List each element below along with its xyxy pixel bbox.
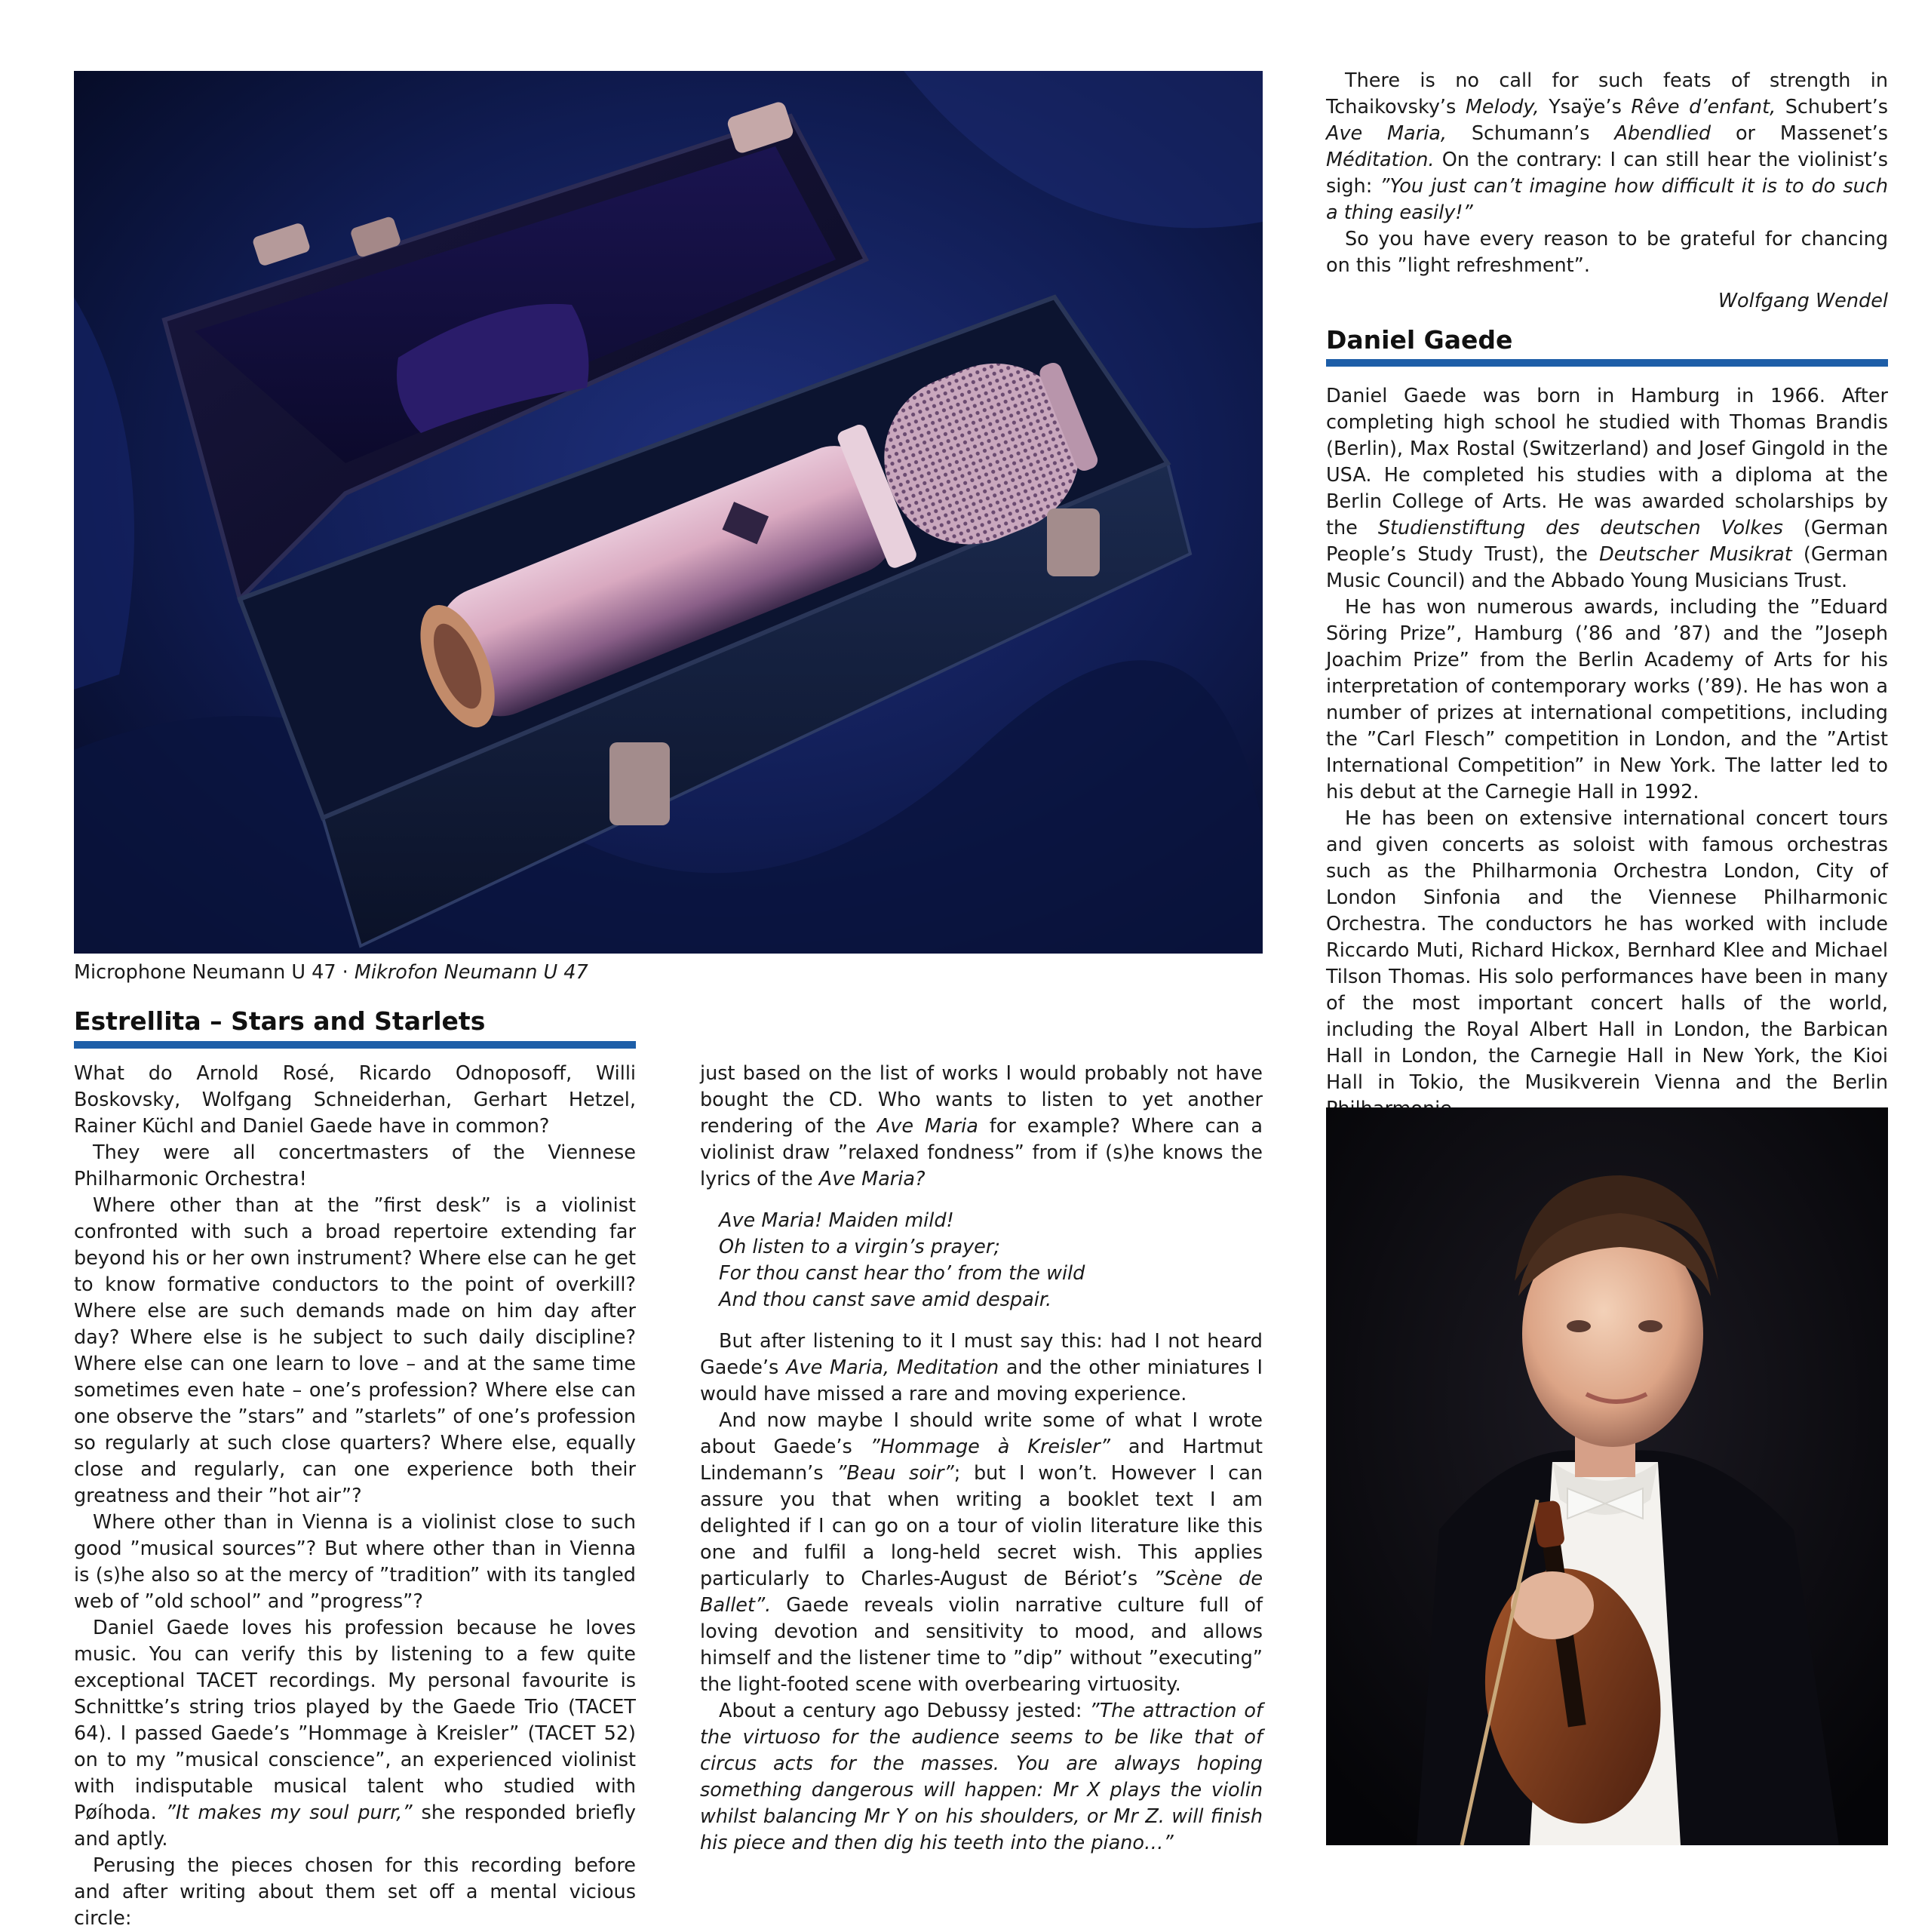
- column-2: [700, 1061, 1263, 1857]
- text-run: Gaede reveals violin narrative culture full of loving devotion and sensitivity to mood, and allows himself and the listener time to ”dip” without ”executing” the light-footed scene with overbearing virtuosity.: [700, 1594, 1263, 1696]
- text-run: and the other miniatures I would have missed a rare and moving experience.: [700, 1356, 1263, 1405]
- text-run: ; but I won’t. However I can assure you that when writing a booklet text I am delighted if I can go on a tour of violin literature like this one and fulfil a long-held secret wish. This applies particularly to Charles-August de Bériot’s: [700, 1462, 1263, 1590]
- portrait-photo-drawing: [1326, 1107, 1888, 1845]
- text-run: or Massenet’s: [1711, 122, 1888, 145]
- photo-caption-de: Mikrofon Neumann U 47: [354, 961, 588, 984]
- paragraph: [1326, 68, 1888, 226]
- paragraph: So you have every reason to be grateful for chancing on this ”light refreshment”.: [1326, 228, 1888, 277]
- title-run: Méditation.: [1326, 149, 1435, 171]
- poem-line: And thou canst save amid despair.: [719, 1289, 1052, 1311]
- title-run: Melody,: [1465, 96, 1540, 118]
- poem-line: Oh listen to a virgin’s prayer;: [719, 1236, 1000, 1258]
- poem-line: For thou canst hear tho’ from the wild: [719, 1262, 1085, 1285]
- title-run: Rêve d’enfant,: [1631, 96, 1776, 118]
- section-rule-2: [1326, 359, 1888, 367]
- text-run: (German People’s Study Trust), the: [1326, 517, 1888, 566]
- title-run: ”Scène de Ballet”.: [700, 1568, 1263, 1617]
- text-run: There is no call for such feats of strength in Tchaikovsky’s: [1326, 69, 1888, 118]
- poem-quote: [700, 1208, 1263, 1313]
- text-run: But after listening to it I must say this: had I not heard Gaede’s: [700, 1330, 1263, 1379]
- quote-run: ”It makes my soul purr,”: [165, 1801, 413, 1824]
- photo-caption-en: Microphone Neumann U 47 ·: [74, 961, 355, 984]
- title-run: ”Beau soir”: [837, 1462, 954, 1485]
- text-run: and Hartmut Lindemann’s: [700, 1436, 1263, 1485]
- column-1: [74, 1061, 636, 1932]
- title-run: Ave Maria: [876, 1115, 978, 1138]
- section-heading-daniel-gaede: Daniel Gaede: [1326, 325, 1513, 355]
- title-run: Ave Maria,: [1326, 122, 1447, 145]
- microphone-photo: [74, 71, 1263, 954]
- paragraph: They were all concertmasters of the Viennese Philharmonic Orchestra!: [74, 1141, 636, 1190]
- text-run: And now maybe I should write some of what I wrote about Gaede’s: [700, 1409, 1263, 1458]
- paragraph: Where other than in Vienna is a violinist close to such good ”musical sources”? But where other than in Vienna is (s)he also so at the mercy of ”tradition” with its tangled web of ”old school” and ”progress”?: [74, 1511, 636, 1613]
- microphone-photo-drawing: [74, 71, 1263, 954]
- text-run: Schubert’s: [1776, 96, 1888, 118]
- paragraph: He has been on extensive international concert tours and given concerts as soloist with famous orchestras such as the Philharmonia Orchestra London, City of London Sinfonia and the Viennese Philharmonic Orchestra. The conductors he has worked with include Riccardo Muti, Richard Hickox, Bernhard Klee and Michael Tilson Thomas. His solo performances have been in many of the most important concert halls of the world, including the Royal Albert Hall in London, the Barbican Hall in London, the Carnegie Hall in New York, the Kioi Hall in Tokio, the Musikverein Vienna and the Berlin: [1326, 807, 1888, 1094]
- text-run: On the contrary: I can still hear the violinist’s sigh:: [1326, 149, 1888, 198]
- text-run: About a century ago Debussy jested:: [719, 1700, 1090, 1722]
- quote-run: ”You just can’t imagine how difficult it is to do such a thing easily!”: [1326, 175, 1889, 224]
- title-run: Studienstiftung des deutschen Volkes: [1377, 517, 1783, 539]
- paragraph: [700, 1328, 1263, 1408]
- signature: Wolfgang Wendel: [1718, 290, 1888, 312]
- paragraph: [700, 1061, 1263, 1193]
- text-run: Daniel Gaede loves his profession because he loves music. You can verify this by listening to a few quite exceptional TACET recordings. My personal favourite is Schnittke’s string trios played by the Gaede Trio (TACET 64). I passed Gaede’s ”Hommage à Kreisler” (TACET 52) on to my ”musical conscience”, an experienced violinist with indisputable musical talent who studied with Pøíhoda.: [74, 1617, 636, 1824]
- quote-run: ”The attraction of the virtuoso for the audience seems to be like that of circus acts for the masses. You are always hoping something dangerous will happen: Mr X plays the violin whilst balancing Mr Y on his shoulders, or Mr Z. will finish his piece and then dig his teeth into the piano…”: [700, 1700, 1263, 1854]
- text-run: just based on the list of works I would probably not have bought the CD. Who wants to listen to yet another rendering of the: [700, 1062, 1263, 1138]
- title-run: Deutscher Musikrat: [1599, 543, 1792, 566]
- poem-line: Ave Maria! Maiden mild!: [719, 1209, 954, 1232]
- paragraph: [74, 1615, 636, 1853]
- title-run: ”Hommage à Kreisler”: [870, 1436, 1110, 1458]
- text-run: Ysaÿe’s: [1539, 96, 1632, 118]
- paragraph: [1326, 383, 1888, 594]
- paragraph: Perusing the pieces chosen for this recording before and after writing about them set off a mental vicious circle:: [74, 1854, 636, 1930]
- section-rule-1: [74, 1041, 636, 1049]
- paragraph: What do Arnold Rosé, Ricardo Odnoposoff, Willi Boskovsky, Wolfgang Schneiderhan, Gerhart Hetzel, Rainer Küchl and Daniel Gaede have in common?: [74, 1062, 636, 1138]
- text-run: (German Music Council) and the Abbado Young Musicians Trust.: [1326, 543, 1888, 592]
- paragraph: [700, 1698, 1263, 1857]
- title-run: Ave Maria, Meditation: [786, 1356, 999, 1379]
- text-run: for example? Where can a violinist draw ”relaxed fondness” from if (s)he knows the lyrics of the: [700, 1115, 1263, 1190]
- column-3-bio: [1326, 383, 1888, 1123]
- paragraph: Where other than at the ”first desk” is a violinist confronted with such a broad repertoire extending far beyond his or her own instrument? Where else can he get to know formative conductors to the point of overkill? Where else are such demands made on him day after day? Where else is he subject to such daily discipline? Where else can one learn to love – and at the same time sometimes even hate – one’s profession? Where else can one observe the ”stars” and ”starlets” of one’s profession so regularly at such close quarters? Where else, equally close and regularly, can one experience both their greatness and their ”hot air”?: [74, 1194, 636, 1507]
- column-3-top: [1326, 68, 1888, 315]
- portrait-photo: [1326, 1107, 1888, 1845]
- text-run: she responded briefly and aptly.: [74, 1801, 637, 1851]
- title-run: Abendlied: [1614, 122, 1711, 145]
- text-run: Daniel Gaede was born in Hamburg in 1966. After completing high school he studied with Thomas Brandis (Berlin), Max Rostal (Switzerland) and Josef Gingold in the USA. He completed his studies with a diploma at the Berlin College of Arts. He was awarded scholarships by the: [1326, 385, 1888, 539]
- paragraph: [700, 1408, 1263, 1698]
- paragraph: He has won numerous awards, including the ”Eduard Söring Prize”, Hamburg (’86 and ’87) and the ”Joseph Joachim Prize” from the Berlin Academy of Arts for his interpretation of contemporary works (’89). He has won a number of prizes at international competitions, including the ”Carl Flesch” competition in London, and the ”Artist International Competition” in New York. The latter led to his debut at the Carnegie Hall in 1992.: [1326, 596, 1888, 803]
- title-run: Ave Maria?: [818, 1168, 926, 1190]
- photo-caption: [74, 960, 588, 985]
- text-run: Schumann’s: [1447, 122, 1615, 145]
- section-heading-estrellita: Estrellita – Stars and Starlets: [74, 1006, 486, 1036]
